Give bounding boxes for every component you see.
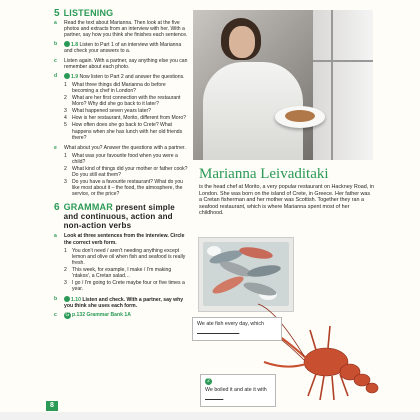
list-item: 3 I go / I'm going to Crete maybe four or five times a year. xyxy=(64,280,185,293)
exercise-6a xyxy=(54,233,188,293)
exercise-text: What about you? Answer the questions with a partner. xyxy=(64,144,186,151)
exercise-6c xyxy=(54,312,188,319)
question-list xyxy=(64,153,188,198)
section-number: 5 xyxy=(54,8,60,19)
speech-bubble-1: We ate fish every day, which . xyxy=(192,317,282,341)
list-item: 1 You don't need / aren't needing anything except lemon and olive oil when fish and seafood is really fresh. xyxy=(64,247,186,266)
bio-text-block xyxy=(199,166,374,217)
list-item: 2 This week, for example, I make / I'm making 'ntakos', a Cretan salad… xyxy=(64,266,172,279)
grammar-bank-link[interactable]: p.132 Grammar Bank 1A xyxy=(72,312,131,319)
audio-track: 1.8 xyxy=(71,42,79,49)
seafood-plate xyxy=(275,106,325,128)
exercise-letter: b xyxy=(54,296,58,303)
exercise-letter: b xyxy=(54,41,58,48)
exercise-5c xyxy=(54,58,188,70)
audio-track: 1.10 xyxy=(71,297,81,304)
exercise-text: Listen again. With a partner, say anything else you can remember about each photo. xyxy=(64,57,188,70)
audio-icon[interactable] xyxy=(64,41,70,47)
exercise-letter: a xyxy=(54,233,57,240)
bio-paragraph: is the head chef at Morito, a very popular restaurant on Hackney Road, in London. She was born on the island of Crete, in Greece. Her father was a Cretan fisherman and her mother was Scottish. Together they ran a seafood restaurant, which is where Marianna spent most of her childhood. xyxy=(199,184,374,217)
page-number: 8 xyxy=(46,401,58,411)
question-list xyxy=(64,82,188,141)
grammar-bank-icon: G xyxy=(65,312,70,319)
list-item: 5 How often does she go back to Crete? What happens when she has lunch with her old friends there? xyxy=(64,122,183,141)
answer-blank[interactable] xyxy=(205,394,223,400)
chef-photo xyxy=(193,10,373,160)
section-5-heading xyxy=(54,10,188,17)
exercise-5e xyxy=(54,145,188,199)
list-item: 1 What was your favourite food when you were a child? xyxy=(64,152,178,165)
chef-face xyxy=(229,26,255,58)
speech-bubble-2: 2 We boiled it and ate it with . xyxy=(200,374,276,407)
section-subtitle: present simple and continuous, action and non-action verbs xyxy=(63,203,175,231)
list-item: 1 What three things did Marianna do before becoming a chef in London? xyxy=(64,81,166,94)
audio-icon[interactable] xyxy=(64,73,70,79)
exercise-text: Listen and check. With a partner, say why you think she uses each form. xyxy=(64,297,184,310)
exercise-5d xyxy=(54,73,188,142)
exercise-text: Read the text about Marianna. Then look at the five photos and extracts from an interview with her. With a partner, say how you think she finishes each sentence. xyxy=(64,20,188,39)
section-number: 6 xyxy=(54,202,60,214)
exercise-letter: d xyxy=(54,72,58,79)
list-item: 2 What are her first connection with the restaurant Moro? Why did she go back to it later? xyxy=(64,95,181,108)
answer-blank[interactable] xyxy=(197,328,239,334)
exercise-text: Now listen to Part 2 and answer the questions. xyxy=(79,73,185,80)
exercise-5a xyxy=(54,20,188,38)
list-item: 2 What kind of things did your mother or father cook? Do you still eat them? xyxy=(64,165,188,179)
exercise-text: Listen to Part 1 of an interview with Marianna and check your answers to a. xyxy=(64,42,182,55)
exercise-letter: c xyxy=(54,57,57,64)
exercise-text: Look at three sentences from the interview. Circle the correct verb form. xyxy=(64,233,185,246)
exercise-letter: c xyxy=(54,312,57,319)
audio-track: 1.9 xyxy=(71,73,79,80)
bubble-number: 2 xyxy=(205,378,212,385)
section-6-heading xyxy=(54,203,188,230)
chef-name: Marianna Leivaditaki xyxy=(199,166,329,182)
question-list xyxy=(64,248,188,293)
exercise-5b xyxy=(54,41,188,54)
exercise-letter: a xyxy=(54,20,57,27)
section-title: LISTENING xyxy=(63,8,114,18)
list-item: 3 What happened seven years later? xyxy=(64,108,152,115)
section-title: GRAMMAR present simple and continuous, action and non-action verbs xyxy=(63,202,175,231)
list-item: 3 Do you have a favourite restaurant? What do you like most about it – the food, the atmosphere, the service, or the price? xyxy=(64,179,183,198)
window-background xyxy=(313,10,373,160)
exercise-column xyxy=(54,10,188,319)
exercise-6b xyxy=(54,296,188,309)
audio-icon[interactable] xyxy=(64,296,70,302)
exercise-letter: e xyxy=(54,144,57,151)
footer-band xyxy=(0,412,420,420)
list-item: 4 How is her restaurant, Morito, different from Moro? xyxy=(64,115,186,122)
